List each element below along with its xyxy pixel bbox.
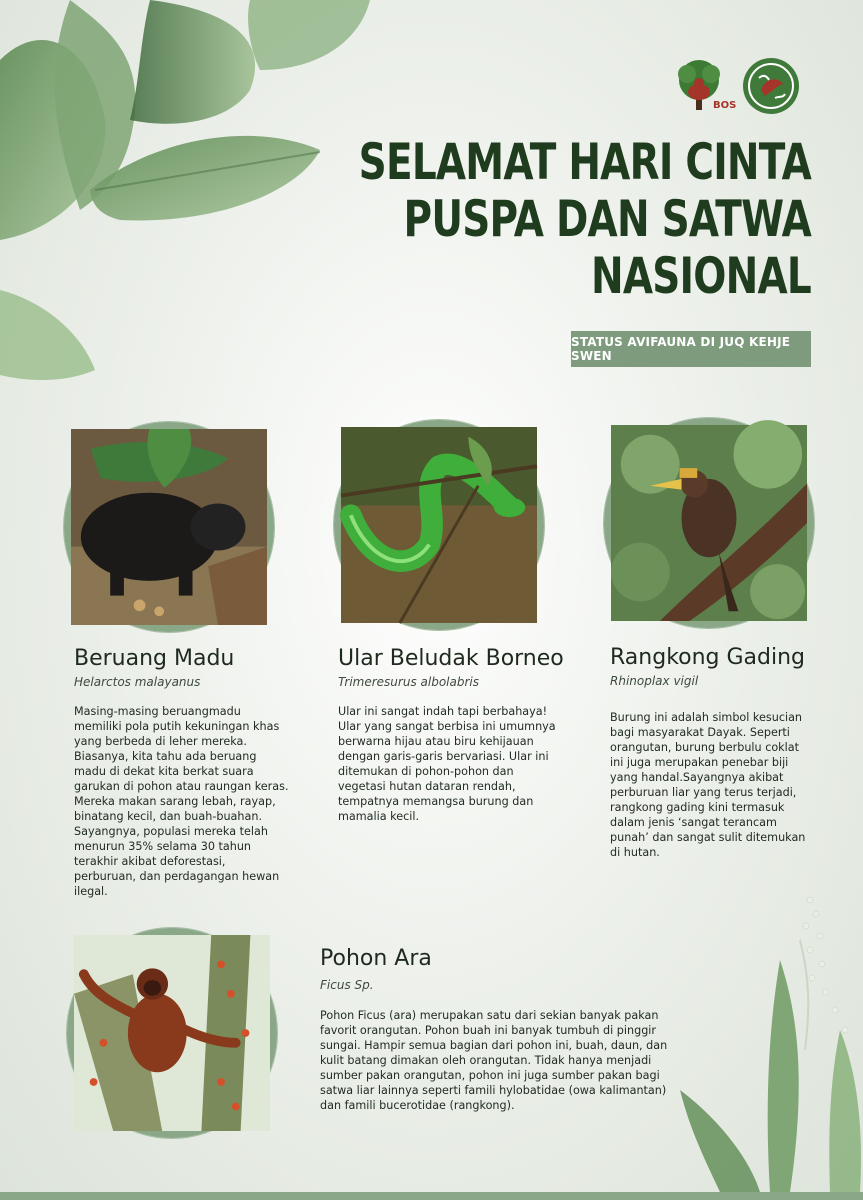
species-name-fig-tree: Pohon Ara bbox=[320, 946, 432, 971]
leaf-decoration-top-left bbox=[0, 0, 360, 400]
page-title bbox=[343, 134, 811, 305]
species-name-sun-bear: Beruang Madu bbox=[74, 646, 235, 671]
species-name-hornbill: Rangkong Gading bbox=[610, 645, 806, 670]
sun-bear-photo bbox=[64, 422, 274, 632]
logo-group bbox=[669, 56, 801, 116]
species-description-hornbill: Burung ini adalah simbol kesucian bagi masyarakat Dayak. Seperti orangutan, burung berbulu coklat ini juga merupakan penebar biji yang handal.Sayangnya akibat perburuan liar yang terus terjadi, rangkong gading kini termasuk dalam jenis ‘sangat terancam punah’ dan sangat sulit ditemukan di hutan. bbox=[610, 711, 806, 859]
leaf-decoration-bottom-right bbox=[660, 880, 863, 1192]
hornbill-photo bbox=[604, 418, 814, 628]
species-scientific-sun-bear: Helarctos malayanus bbox=[74, 675, 201, 689]
species-description-fig-tree: Pohon Ficus (ara) merupakan satu dari sekian banyak pakan favorit orangutan. Pohon buah ini banyak tumbuh di pinggir sungai. Hampir semua bagian dari pohon ini, buah, daun, dan kulit batang dimakan oleh orangutan. Tidak hanya menjadi sumber pakan orangutan, pohon ini juga sumber pakan bagi satwa liar lainnya seperti famili hylobatidae (owa kalimantan) dan famili bucerotidae (rangkong). bbox=[320, 1009, 668, 1112]
bos-logo-text: BOS bbox=[713, 100, 737, 111]
species-description-pit-viper: Ular ini sangat indah tapi berbahaya! Ular yang sangat berbisa ini umumnya berwarna hijau atau biru kehijauan dengan garis-garis bervariasi. Ular ini ditemukan di pohon-pohon dan vegetasi hutan dataran rendah, tempatnya memangsa burung dan mamalia kecil. bbox=[338, 705, 556, 823]
status-badge: STATUS AVIFAUNA DI JUQ KEHJE SWEN bbox=[571, 331, 811, 367]
title-line-3: NASIONAL bbox=[590, 247, 811, 305]
orangutan-fig-tree-photo bbox=[67, 928, 277, 1138]
emblem-logo bbox=[741, 56, 801, 116]
pit-viper-photo bbox=[334, 420, 544, 630]
species-scientific-fig-tree: Ficus Sp. bbox=[320, 978, 374, 992]
bottom-bar bbox=[0, 1192, 863, 1200]
species-name-pit-viper: Ular Beludak Borneo bbox=[338, 646, 564, 671]
species-scientific-pit-viper: Trimeresurus albolabris bbox=[338, 675, 479, 689]
title-line-1: SELAMAT HARI CINTA bbox=[358, 133, 811, 191]
title-line-2: PUSPA DAN SATWA bbox=[403, 190, 811, 248]
species-scientific-hornbill: Rhinoplax vigil bbox=[610, 674, 699, 688]
species-description-sun-bear: Masing-masing beruangmadu memiliki pola putih kekuningan khas yang berbeda di leher mereka. Biasanya, kita tahu ada beruang madu di dekat kita berkat suara garukan di pohon atau raungan keras. Mereka makan sarang lebah, rayap, binatang kecil, dan buah-buahan. Sayangnya, populasi mereka telah menurun 35% selama 30 tahun terakhir akibat deforestasi, perburuan, dan perdagangan hewan ilegal. bbox=[74, 705, 289, 898]
bos-logo bbox=[669, 56, 737, 116]
